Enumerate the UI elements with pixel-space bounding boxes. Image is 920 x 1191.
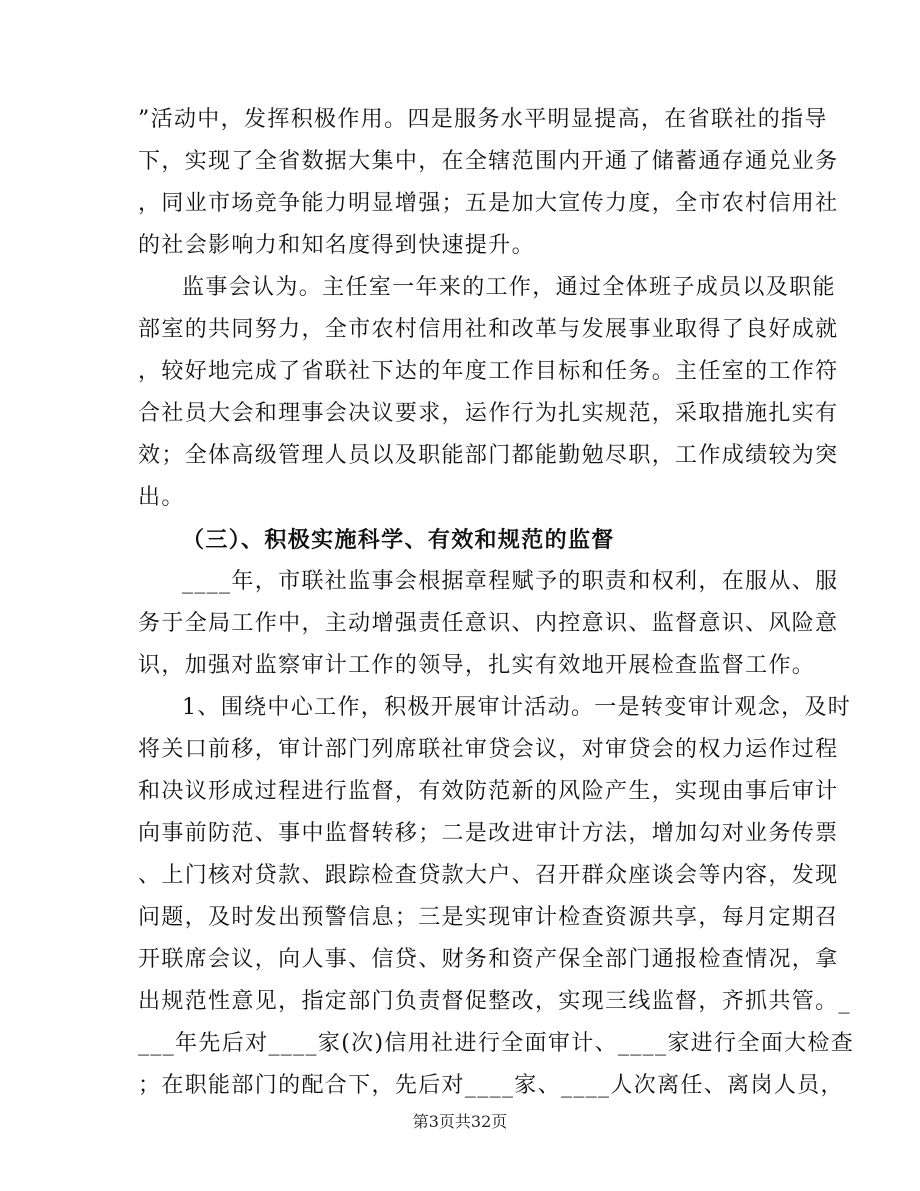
text-line: ；在职能部门的配合下，先后对____家、____人次离任、离岗人员， [138,1073,844,1098]
text-line: ，较好地完成了省联社下达的年度工作目标和任务。主任室的工作符 [138,359,839,384]
text-line: 出。 [138,485,185,510]
text-line: 务于全局工作中，主动增强责任意识、内控意识、监督意识、风险意 [138,611,839,636]
text-line: 问题，及时发出预警信息；三是实现审计检查资源共享，每月定期召 [138,905,839,930]
text-line: 和决议形成过程进行监督，有效防范新的风险产生，实现由事后审计 [138,779,839,804]
section-heading: （三）、积极实施科学、有效和规范的监督 [182,527,615,553]
text-line: 向事前防范、事中监督转移；二是改进审计方法，增加勾对业务传票 [138,821,839,846]
text-line: ，同业市场竞争能力明显增强；五是加大宣传力度，全市农村信用社 [138,191,839,216]
paragraph-start-line: 监事会认为。主任室一年来的工作，通过全体班子成员以及职能 [182,275,836,300]
text-line: 的社会影响力和知名度得到快速提升。 [138,233,535,258]
text-line: 合社员大会和理事会决议要求，运作行为扎实规范，采取措施扎实有 [138,401,839,426]
paragraph-start-line: 1、围绕中心工作，积极开展审计活动。一是转变审计观念，及时 [182,695,852,720]
text-line: 效；全体高级管理人员以及职能部门都能勤勉尽职，工作成绩较为突 [138,443,839,468]
page-number: 第3页共32页 [412,1112,508,1131]
text-line: ”活动中，发挥积极作用。四是服务水平明显提高，在省联社的指导 [138,107,828,132]
text-line: ___年先后对____家(次)信用社进行全面审计、____家进行全面大检查 [138,1031,855,1056]
text-line: 识，加强对监察审计工作的领导，扎实有效地开展检查监督工作。 [138,653,816,678]
text-line: 、上门核对贷款、跟踪检查贷款大户、召开群众座谈会等内容，发现 [138,863,839,888]
text-line: 下，实现了全省数据大集中，在全辖范围内开通了储蓄通存通兑业务 [138,149,839,174]
text-line: 开联席会议，向人事、信贷、财务和资产保全部门通报检查情况，拿 [138,947,839,972]
text-line: 出规范性意见，指定部门负责督促整改，实现三线监督，齐抓共管。_ [138,989,851,1014]
paragraph-start-line: ____年，市联社监事会根据章程赋予的职责和权利，在服从、服 [182,569,839,594]
text-line: 将关口前移，审计部门列席联社审贷会议，对审贷会的权力运作过程 [138,737,839,762]
text-line: 部室的共同努力，全市农村信用社和改革与发展事业取得了良好成就 [138,317,839,342]
